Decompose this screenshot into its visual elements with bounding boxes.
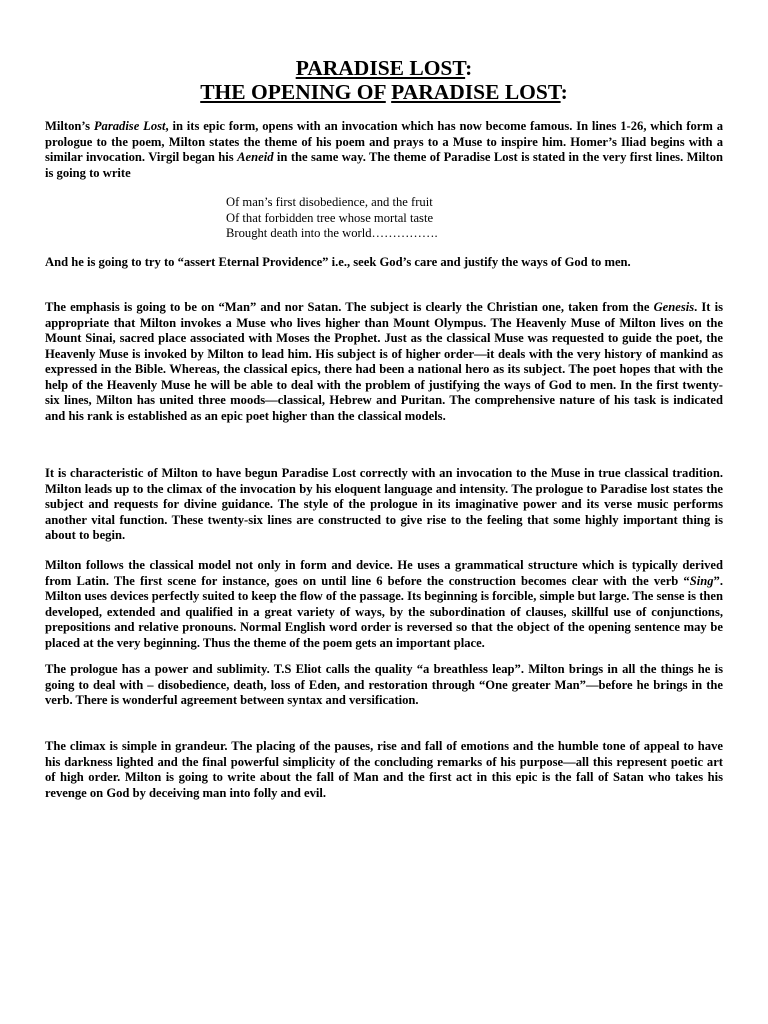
italic-work-title: Aeneid (237, 150, 274, 164)
verse-line: Of man’s first disobedience, and the fruit (226, 195, 433, 209)
text-run: The emphasis is going to be on “Man” and nor Satan. The subject is clearly the Christian one, taken from the (45, 300, 654, 314)
subtitle-lead: THE OPENING OF (200, 80, 386, 104)
paragraph-providence: And he is going to try to “assert Eternal Providence” i.e., seek God’s care and justify the ways of God to men. (45, 255, 631, 269)
text-run: . It is appropriate that Milton invokes a Muse who lives higher than Mount Olympus. The Heavenly Muse of Milton lives on the Mount Sinai, sacred place associated with Moses the Prophet. Just as the classical Muse was requested to guide the poet, the Heavenly Muse is invoked by Milton to lead him. His subject is of higher order—it deals with the very history of mankind as expressed in the Bible. Whereas, the classical epics, there had been a national hero as its subject. The poet hopes that with the help of the Heavenly Muse he will be able to deal with the problem of justifying the ways of God to men. In the first twenty- six lines, Milton has united three moods—classical, Hebrew and Puritan. The comprehensive nature of his task is indicated and his rank is established as an epic poet higher than the classical models. (45, 300, 723, 423)
paragraph-classical-tradition: It is characteristic of Milton to have begun Paradise Lost correctly with an invocation to the Muse in true classical tradition. Milton leads up to the climax of the invocation by his eloquent language and intensity. The prologue to Paradise lost states the subject and requests for divine guidance. The style of the prologue in its imaginative power and its verse music performs another vital function. These twenty-six lines are constructed to give rise to the feeling that some highly important thing is about to begin. (45, 466, 723, 542)
title-work-name: PARADISE LOST (295, 56, 466, 80)
verse-line: Of that forbidden tree whose mortal taste (226, 210, 434, 225)
text-run: Milton’s (45, 119, 94, 133)
paragraph-climax: The climax is simple in grandeur. The placing of the pauses, rise and fall of emotions and the humble tone of appeal to have his darkness lighted and the final powerful simplicity of the concluding remarks of his purpose—all this represent poetic art of high order. Milton is going to write about the fall of Man and the first act in this epic is the fall of Satan who takes his revenge on God by deceiving man into folly and evil. (45, 739, 723, 800)
document-subtitle (0, 79, 768, 105)
text-run: , in its epic form, opens with an invocation which has now become famous. In lines 1-26, which form a prologue to the poem, Milton states the theme of his poem and prays to a Muse to inspire him. Homer’s Iliad begins with a similar invocation. Virgil began his (45, 119, 723, 164)
paragraph-introduction (45, 119, 723, 181)
paragraph-sublimity: The prologue has a power and sublimity. T.S Eliot calls the quality “a breathless leap”. Milton brings in all the things he is going to deal with – disobedience, death, loss of Eden, and restoration through “One greater Man”—before he brings in the verb. There is wonderful agreement between syntax and versification. (45, 662, 723, 707)
text-run: in the same way. The theme of Paradise Lost is stated in the very first lines. Milton is going to write (45, 150, 724, 180)
subtitle-work-name: PARADISE LOST (391, 80, 561, 104)
verse-quotation (226, 195, 526, 242)
title-colon: : (465, 56, 473, 80)
verse-line: Brought death into the world……………. (226, 226, 438, 240)
italic-verb: Sing (689, 573, 714, 588)
italic-book-title: Genesis (653, 300, 695, 314)
text-run: ”. Milton uses devices perfectly suited to keep the flow of the passage. Its beginning is forcible, simple but large. The sense is then developed, extended and qualified in a great variety of ways, by the subordination of clauses, skillful use of conjunctions, prepositions and relative pronouns. Normal English word order is reversed so that the object of the opening sentence may be placed at the very beginning. Thus the theme of the poem gets an important place. (45, 573, 723, 650)
paragraph-heavenly-muse (45, 300, 723, 424)
paragraph-grammatical-structure (45, 558, 723, 651)
subtitle-colon: : (560, 80, 568, 104)
text-run: Milton follows the classical model not only in form and device. He uses a grammatical structure which is typically derived from Latin. The first scene for instance, goes on until line 6 before the construction becomes clear with the verb “ (45, 558, 723, 588)
italic-work-title: Paradise Lost (93, 119, 166, 133)
document-title (0, 55, 768, 81)
